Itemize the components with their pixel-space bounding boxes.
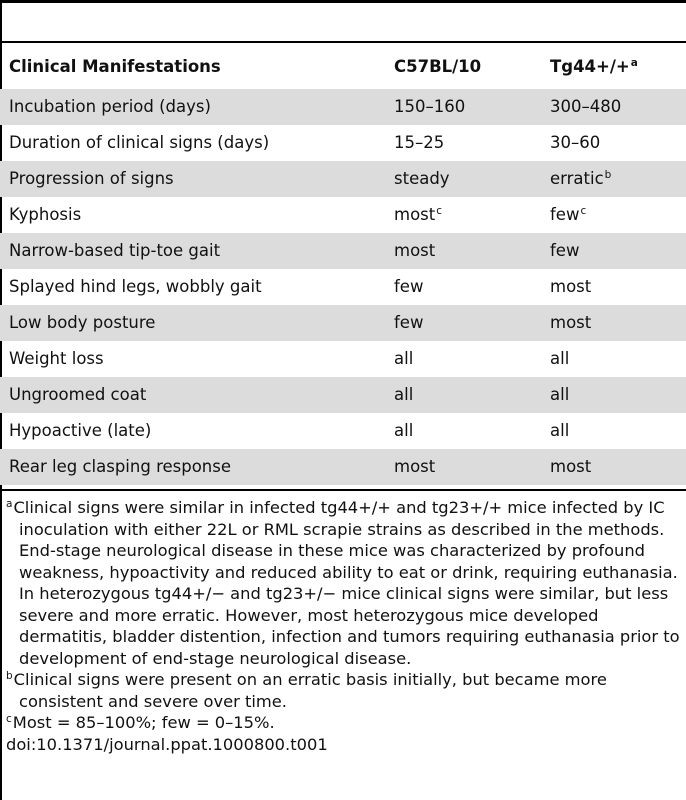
cell-c57bl10-value: few: [394, 313, 424, 332]
cell-c57bl10-value: most: [394, 241, 436, 260]
cell-c57bl10: [385, 197, 541, 233]
cell-c57bl10: [385, 377, 541, 413]
cell-tg44: [541, 89, 686, 125]
cell-c57bl10-value: few: [394, 277, 424, 296]
cell-c57bl10-value: 150–160: [394, 97, 466, 116]
cell-c57bl10-value: most: [394, 457, 436, 476]
cell-tg44: [541, 125, 686, 161]
cell-c57bl10-value: steady: [394, 169, 450, 188]
row-label-value: Ungroomed coat: [9, 385, 147, 404]
cell-tg44-value: most: [550, 457, 592, 476]
table-row: [0, 197, 686, 233]
cell-tg44-value: all: [550, 349, 570, 368]
row-label-value: Splayed hind legs, wobbly gait: [9, 277, 262, 296]
cell-c57bl10-value: 15–25: [394, 133, 445, 152]
cell-tg44: [541, 233, 686, 269]
row-label: [0, 233, 385, 269]
row-label: [0, 413, 385, 449]
row-label: [0, 125, 385, 161]
table-row: [0, 89, 686, 125]
cell-tg44: [541, 413, 686, 449]
row-label-value: Incubation period (days): [9, 97, 211, 116]
footnote-mark: c: [6, 713, 12, 725]
table-row: [0, 341, 686, 377]
cell-tg44-value: all: [550, 385, 570, 404]
cell-c57bl10: [385, 233, 541, 269]
table-row: [0, 449, 686, 485]
row-label: [0, 341, 385, 377]
cell-tg44: [541, 449, 686, 485]
footnote-text: Clinical signs were present on an erratic basis initially, but became more consistent and severe over time.: [13, 670, 607, 711]
table-row: [0, 269, 686, 305]
column-header-tg44-label: Tg44+/+: [550, 57, 630, 76]
cell-tg44: [541, 377, 686, 413]
column-header-tg44: [541, 45, 686, 89]
cell-tg44-value: 30–60: [550, 133, 601, 152]
cell-tg44-value: most: [550, 313, 592, 332]
table-header-row: [0, 45, 686, 89]
row-label: [0, 269, 385, 305]
footnote-c: [0, 712, 680, 734]
footnote-a: [0, 497, 680, 669]
row-label-value: Narrow-based tip-toe gait: [9, 241, 221, 260]
footnote-mark: a: [6, 498, 13, 510]
header-top-rule: [0, 41, 686, 43]
row-label: [0, 197, 385, 233]
cell-tg44-value: most: [550, 277, 592, 296]
footnote-marker: c: [436, 205, 443, 217]
footnote-mark: b: [6, 670, 13, 682]
table-row: [0, 305, 686, 341]
cell-tg44-value: all: [550, 421, 570, 440]
row-label: [0, 305, 385, 341]
cell-tg44: [541, 305, 686, 341]
footnote-text: Most = 85–100%; few = 0–15%.: [12, 713, 275, 732]
cell-c57bl10: [385, 305, 541, 341]
clinical-manifestations-table: [0, 45, 686, 485]
cell-c57bl10: [385, 125, 541, 161]
cell-tg44-value: few: [550, 205, 580, 224]
doi-line: doi:10.1371/journal.ppat.1000800.t001: [6, 734, 328, 754]
row-label-value: Kyphosis: [9, 205, 82, 224]
row-label: [0, 89, 385, 125]
cell-tg44: [541, 341, 686, 377]
row-label-value: Weight loss: [9, 349, 104, 368]
cell-c57bl10: [385, 89, 541, 125]
table-footnotes: [0, 497, 680, 755]
table-row: [0, 125, 686, 161]
table-row: [0, 377, 686, 413]
cell-c57bl10: [385, 161, 541, 197]
row-label: [0, 449, 385, 485]
column-header-clinical-manifestations: Clinical Manifestations: [9, 57, 221, 76]
cell-tg44: [541, 161, 686, 197]
footnote-b: [0, 669, 680, 712]
row-label-value: Progression of signs: [9, 169, 174, 188]
cell-c57bl10: [385, 449, 541, 485]
row-label-value: Hypoactive (late): [9, 421, 152, 440]
row-label-value: Rear leg clasping response: [9, 457, 232, 476]
cell-c57bl10: [385, 341, 541, 377]
table-row: [0, 413, 686, 449]
row-label-value: Low body posture: [9, 313, 156, 332]
cell-tg44: [541, 197, 686, 233]
column-header-c57bl10: C57BL/10: [394, 57, 482, 76]
footnote-text: Clinical signs were similar in infected tg44+/+ and tg23+/+ mice infected by IC inoculation with either 22L or RML scrapie strains as described in the methods. End-stage neurological disease in these mice was characterized by profound weakness, hypoactivity and reduced ability to eat or drink, requiring euthanasia. In heterozygous tg44+/− and tg23+/− mice clinical signs were similar, but less severe and more erratic. However, most heterozygous mice developed dermatitis, bladder distention, infection and tumors requiring euthanasia prior to development of end-stage neurological disease.: [13, 498, 680, 668]
row-label: [0, 161, 385, 197]
cell-tg44-value: few: [550, 241, 580, 260]
table-row: [0, 161, 686, 197]
cell-c57bl10-value: all: [394, 385, 414, 404]
cell-c57bl10-value: most: [394, 205, 436, 224]
row-label: [0, 377, 385, 413]
cell-tg44-value: erratic: [550, 169, 604, 188]
cell-c57bl10-value: all: [394, 349, 414, 368]
footnote-marker: c: [580, 205, 587, 217]
cell-c57bl10-value: all: [394, 421, 414, 440]
top-border-rule: [0, 0, 686, 3]
footnote-marker: b: [604, 169, 612, 181]
row-label-value: Duration of clinical signs (days): [9, 133, 270, 152]
cell-tg44: [541, 269, 686, 305]
table-row: [0, 233, 686, 269]
cell-c57bl10: [385, 413, 541, 449]
table-bottom-rule: [0, 489, 686, 491]
cell-tg44-value: 300–480: [550, 97, 622, 116]
footnote-marker: a: [630, 57, 638, 69]
cell-c57bl10: [385, 269, 541, 305]
